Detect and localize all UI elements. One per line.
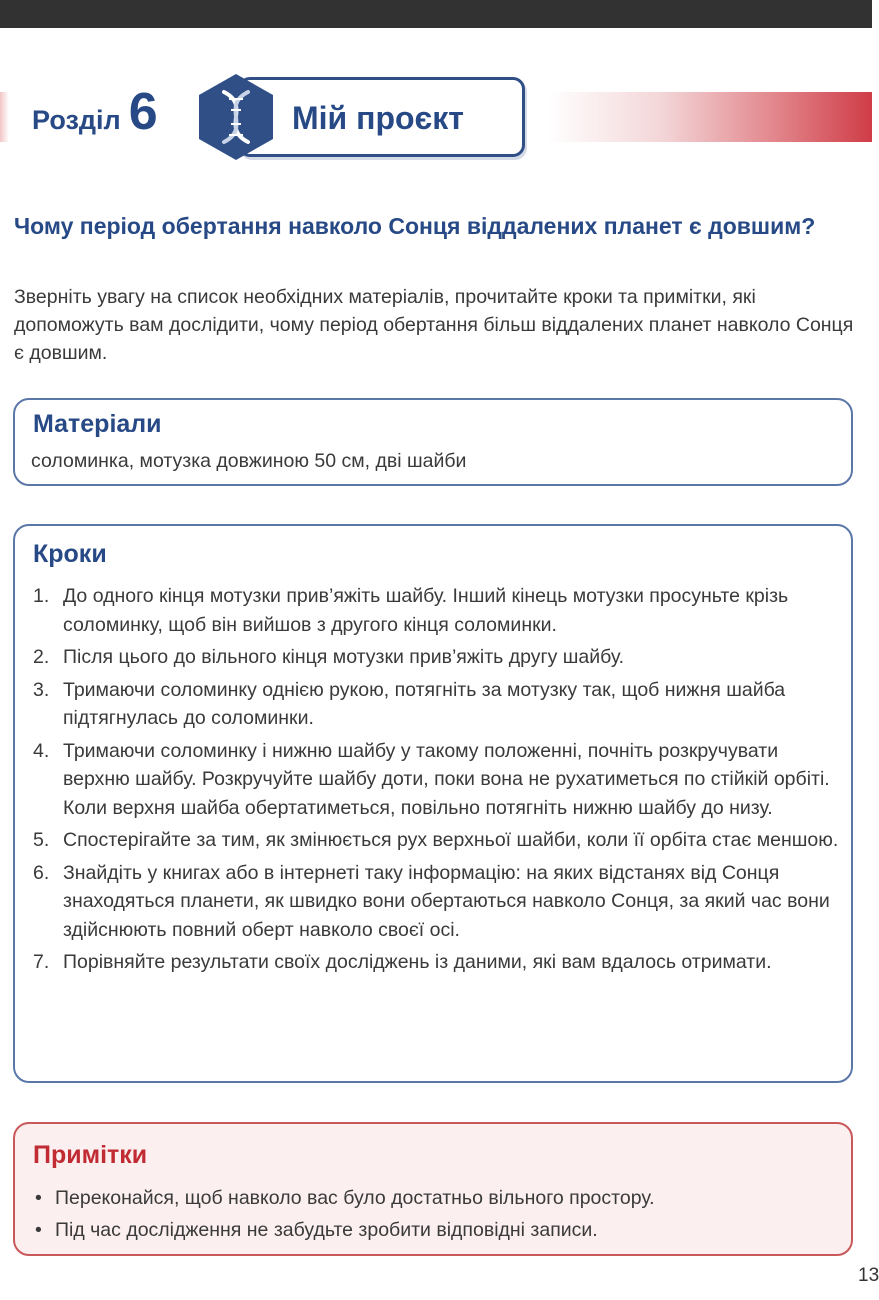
materials-heading: Матеріали bbox=[33, 410, 162, 438]
step-number: 4. bbox=[33, 739, 50, 762]
materials-box bbox=[13, 398, 853, 486]
dna-icon bbox=[196, 72, 276, 162]
steps-list bbox=[33, 582, 843, 981]
step-text: Спостерігайте за тим, як змінюється рух верхньої шайби, коли її орбіта стає меншою. bbox=[63, 829, 839, 851]
top-bar bbox=[0, 0, 872, 28]
step-item bbox=[33, 582, 843, 639]
step-item bbox=[33, 676, 843, 733]
page-number: 13 bbox=[858, 1265, 879, 1286]
right-gradient-band bbox=[548, 92, 872, 142]
notes-list bbox=[33, 1182, 655, 1246]
step-number: 2. bbox=[33, 646, 50, 668]
note-item: • Переконайся, щоб навколо вас було достатньо вільного простору. bbox=[33, 1182, 655, 1214]
step-number: 5. bbox=[33, 829, 50, 851]
step-item bbox=[33, 948, 843, 977]
step-text: Знайдіть у книгах або в інтернеті таку інформацію: на яких відстанях від Сонця знаходяться планети, як швидко вони обертаються навколо Сонця, за який час вони здійснюють повний оберт навколо своєї осі. bbox=[63, 861, 830, 941]
steps-heading: Кроки bbox=[33, 540, 107, 568]
step-item bbox=[33, 737, 843, 823]
step-text: Тримаючи соломинку однією рукою, потягніть за мотузку так, щоб нижня шайба підтягнулась до соломинки. bbox=[63, 678, 786, 729]
step-text: Тримаючи соломинку і нижню шайбу у такому положенні, почніть розкручувати верхню шайбу. Розкручуйте шайбу доти, поки вона не рухатиметься по стійкій орбіті. Коли верхня шайба обертатиметься, повільно потягніть нижню шайбу до низу. bbox=[63, 739, 830, 819]
step-number: 6. bbox=[33, 861, 50, 884]
materials-text: соломинка, мотузка довжиною 50 см, дві шайби bbox=[31, 450, 467, 472]
step-number: 1. bbox=[33, 585, 50, 607]
step-number: 3. bbox=[33, 678, 50, 701]
chapter-word: Розділ bbox=[32, 105, 121, 135]
intro-paragraph: Зверніть увагу на список необхідних матеріалів, прочитайте кроки та примітки, які допоможуть вам дослідити, чому період обертання більш віддалених планет навколо Сонця є довшим. bbox=[14, 286, 854, 364]
step-number: 7. bbox=[33, 951, 50, 973]
note-item: • Під час дослідження не забудьте зробити відповідні записи. bbox=[33, 1214, 655, 1246]
step-text: Після цього до вільного кінця мотузки прив’яжіть другу шайбу. bbox=[63, 646, 625, 668]
chapter-number: 6 bbox=[128, 83, 158, 141]
step-item bbox=[33, 859, 843, 945]
steps-box bbox=[13, 524, 853, 1083]
step-text: Порівняйте результати своїх досліджень із даними, які вам вдалось отримати. bbox=[63, 951, 772, 973]
step-item bbox=[33, 643, 843, 672]
question-heading: Чому період обертання навколо Сонця віддалених планет є довшим? bbox=[14, 213, 816, 239]
step-item bbox=[33, 826, 843, 855]
notes-heading: Примітки bbox=[33, 1141, 148, 1169]
chapter-label bbox=[32, 83, 158, 146]
project-title: Мій проєкт bbox=[292, 100, 464, 136]
notes-box bbox=[13, 1122, 853, 1256]
left-accent-band bbox=[0, 92, 9, 142]
step-text: До одного кінця мотузки прив’яжіть шайбу. Інший кінець мотузки просуньте крізь соломинку, щоб він вийшов з другого кінця соломинки. bbox=[63, 585, 789, 636]
